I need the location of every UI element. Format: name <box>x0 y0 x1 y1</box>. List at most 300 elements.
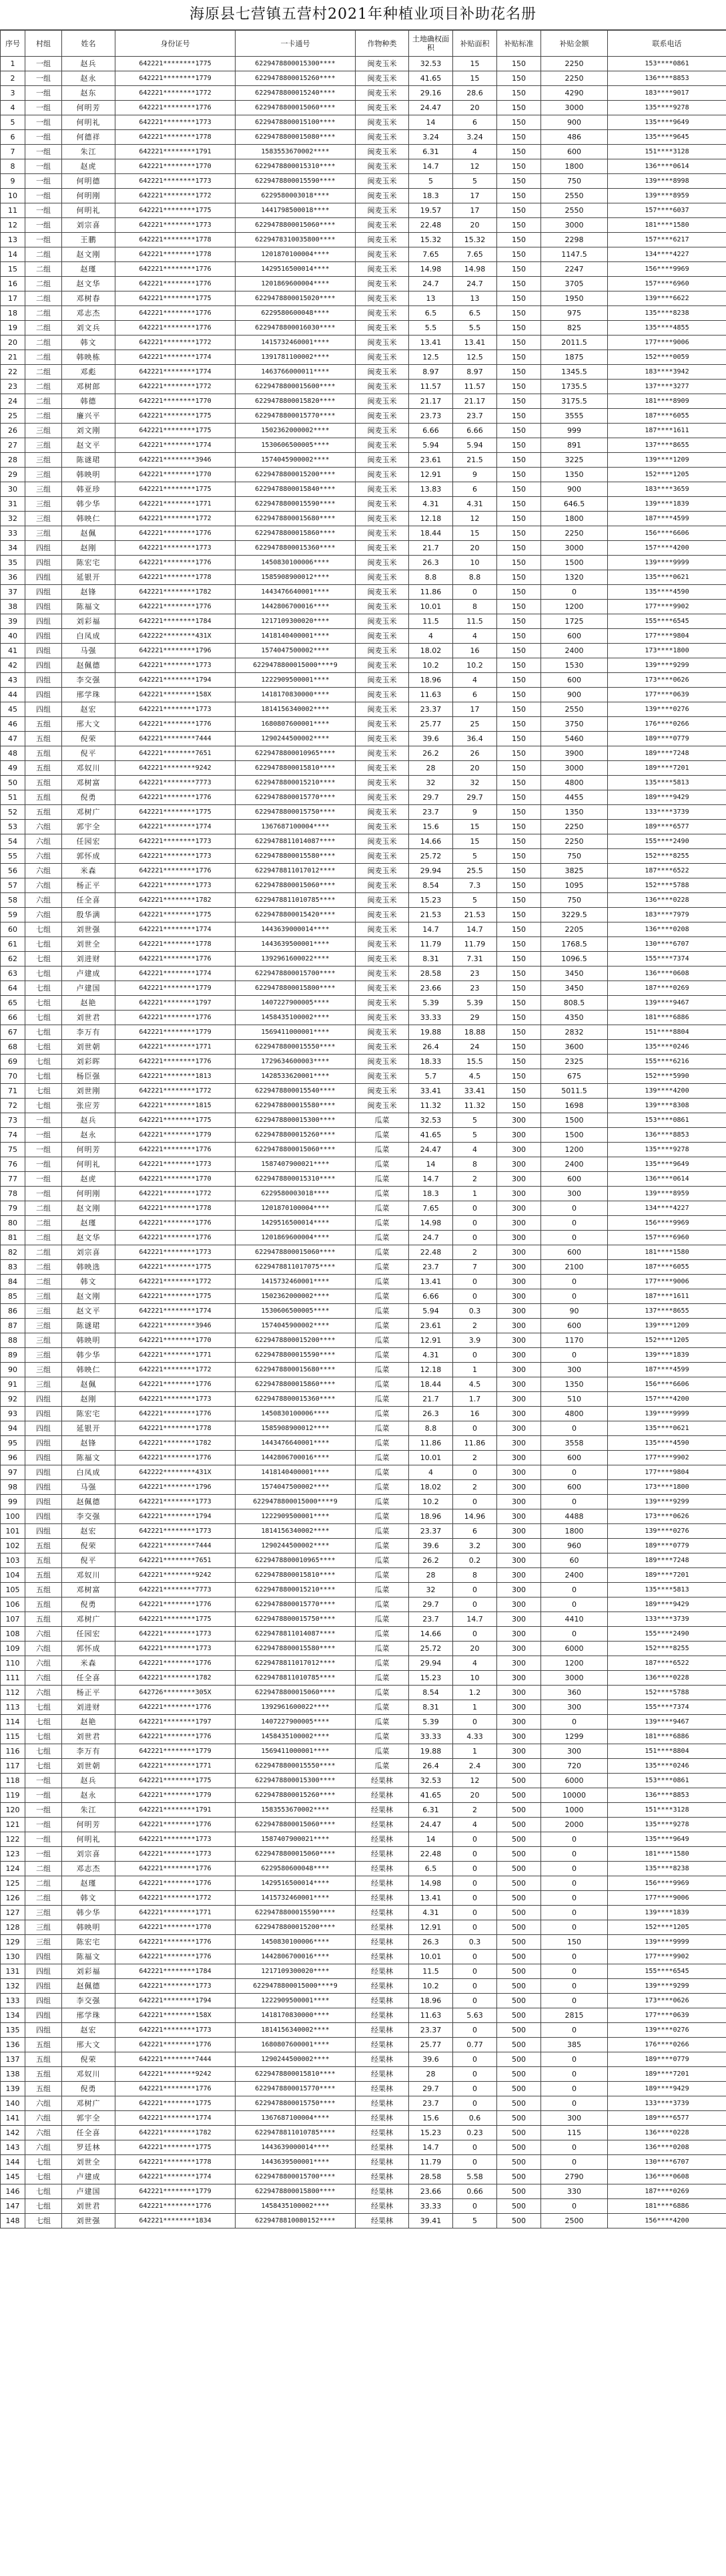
cell-seq: 37 <box>1 585 25 600</box>
cell-card-number: 1569411000001**** <box>236 1744 356 1759</box>
cell-seq: 42 <box>1 658 25 673</box>
cell-subsidy-amount: 3900 <box>541 746 608 761</box>
cell-card-number: 1443639000014**** <box>236 2140 356 2155</box>
cell-subsidy-amount: 1147.5 <box>541 247 608 262</box>
header-subsidy-area: 补贴面积 <box>453 31 497 57</box>
cell-land-area: 26.2 <box>409 1553 453 1568</box>
cell-phone: 136****0608 <box>608 967 726 981</box>
table-row <box>1 1539 726 1553</box>
cell-subsidy-amount: 3225 <box>541 453 608 468</box>
cell-land-area: 25.72 <box>409 1642 453 1656</box>
cell-name: 韩映明 <box>62 1333 115 1348</box>
cell-card-number: 1450830100006**** <box>236 1407 356 1421</box>
table-row <box>1 2067 726 2082</box>
cell-group: 五组 <box>25 1539 62 1553</box>
cell-phone: 135****5813 <box>608 1583 726 1597</box>
cell-subsidy-area: 14.7 <box>453 1612 497 1627</box>
cell-subsidy-amount: 750 <box>541 174 608 189</box>
cell-subsidy-amount: 1735.5 <box>541 380 608 394</box>
cell-card-number: 6229478800015590**** <box>236 174 356 189</box>
cell-card-number: 1443639500001**** <box>236 937 356 952</box>
cell-id-number: 642221********1776 <box>115 1876 236 1891</box>
cell-subsidy-amount: 300 <box>541 1363 608 1377</box>
cell-crop-type: 瓜菜 <box>356 1612 409 1627</box>
cell-land-area: 8.31 <box>409 1700 453 1715</box>
cell-subsidy-standard: 500 <box>497 2067 541 2082</box>
cell-group: 四组 <box>25 2008 62 2023</box>
cell-group: 五组 <box>25 776 62 790</box>
cell-group: 四组 <box>25 702 62 717</box>
cell-name: 任园宏 <box>62 1627 115 1642</box>
cell-id-number: 642221********1778 <box>115 1201 236 1216</box>
cell-subsidy-area: 21.5 <box>453 453 497 468</box>
cell-phone: 157****4200 <box>608 541 726 556</box>
table-row <box>1 1671 726 1686</box>
table-row <box>1 1392 726 1407</box>
cell-group: 四组 <box>25 585 62 600</box>
cell-card-number: 1418140400001**** <box>236 629 356 644</box>
cell-name: 陈福文 <box>62 1451 115 1465</box>
cell-subsidy-standard: 150 <box>497 512 541 526</box>
cell-id-number: 642221********1774 <box>115 922 236 937</box>
cell-crop-type: 闽麦玉米 <box>356 1084 409 1099</box>
cell-group: 四组 <box>25 1392 62 1407</box>
cell-card-number: 6229478800010965**** <box>236 746 356 761</box>
cell-seq: 12 <box>1 218 25 233</box>
cell-id-number: 642221********1775 <box>115 908 236 922</box>
table-row <box>1 130 726 145</box>
cell-name: 韩映栋 <box>62 350 115 365</box>
cell-phone: 139****4200 <box>608 1084 726 1099</box>
cell-phone: 181****6886 <box>608 1730 726 1744</box>
cell-subsidy-standard: 500 <box>497 1994 541 2008</box>
cell-land-area: 14.66 <box>409 1627 453 1642</box>
cell-land-area: 23.61 <box>409 1319 453 1333</box>
cell-subsidy-standard: 150 <box>497 541 541 556</box>
cell-phone: 189****7201 <box>608 1568 726 1583</box>
cell-card-number: 1443639000014**** <box>236 922 356 937</box>
cell-crop-type: 瓜菜 <box>356 1363 409 1377</box>
cell-seq: 31 <box>1 497 25 512</box>
cell-phone: 189****9429 <box>608 2082 726 2096</box>
header-subsidy-amount: 补贴金额 <box>541 31 608 57</box>
cell-seq: 95 <box>1 1436 25 1451</box>
cell-id-number: 642221********1775 <box>115 57 236 71</box>
cell-seq: 56 <box>1 864 25 878</box>
cell-group: 二组 <box>25 1216 62 1231</box>
table-row <box>1 2052 726 2067</box>
cell-subsidy-area: 2 <box>453 1172 497 1187</box>
cell-id-number: 642221********1779 <box>115 1788 236 1803</box>
cell-subsidy-standard: 150 <box>497 57 541 71</box>
cell-subsidy-standard: 500 <box>497 2111 541 2126</box>
cell-subsidy-standard: 300 <box>497 1480 541 1495</box>
cell-subsidy-amount: 1170 <box>541 1333 608 1348</box>
table-row <box>1 1950 726 1964</box>
cell-subsidy-amount: 0 <box>541 1920 608 1935</box>
cell-subsidy-standard: 150 <box>497 952 541 967</box>
cell-seq: 3 <box>1 86 25 101</box>
cell-group: 七组 <box>25 1055 62 1069</box>
cell-crop-type: 经果林 <box>356 1950 409 1964</box>
cell-subsidy-amount: 2100 <box>541 1260 608 1275</box>
cell-subsidy-standard: 150 <box>497 658 541 673</box>
cell-land-area: 41.65 <box>409 1128 453 1143</box>
cell-subsidy-area: 9 <box>453 805 497 820</box>
table-row <box>1 1744 726 1759</box>
cell-id-number: 642221********1773 <box>115 1847 236 1862</box>
cell-id-number: 642221********1773 <box>115 1627 236 1642</box>
cell-subsidy-amount: 600 <box>541 1319 608 1333</box>
cell-phone: 157****6960 <box>608 277 726 291</box>
cell-subsidy-standard: 150 <box>497 409 541 424</box>
cell-subsidy-amount: 0 <box>541 2067 608 2082</box>
cell-id-number: 642221********1794 <box>115 673 236 688</box>
table-row <box>1 1025 726 1040</box>
cell-phone: 139****0276 <box>608 2023 726 2038</box>
table-row <box>1 1451 726 1465</box>
cell-land-area: 21.17 <box>409 394 453 409</box>
cell-group: 六组 <box>25 2140 62 2155</box>
cell-subsidy-standard: 300 <box>497 1275 541 1289</box>
cell-seq: 84 <box>1 1275 25 1289</box>
cell-subsidy-area: 5 <box>453 849 497 864</box>
cell-seq: 4 <box>1 101 25 115</box>
table-row <box>1 218 726 233</box>
cell-subsidy-area: 0 <box>453 1275 497 1289</box>
cell-id-number: 642221********9242 <box>115 2067 236 2082</box>
cell-card-number: 6229478800015260**** <box>236 1128 356 1143</box>
cell-subsidy-standard: 150 <box>497 1040 541 1055</box>
cell-subsidy-amount: 3600 <box>541 1040 608 1055</box>
cell-name: 赵永 <box>62 1128 115 1143</box>
cell-subsidy-standard: 300 <box>497 1642 541 1656</box>
cell-phone: 151****8804 <box>608 1744 726 1759</box>
cell-id-number: 642221********1776 <box>115 1700 236 1715</box>
cell-group: 一组 <box>25 1818 62 1832</box>
table-row <box>1 790 726 805</box>
cell-subsidy-amount: 4488 <box>541 1509 608 1524</box>
cell-land-area: 12.91 <box>409 1333 453 1348</box>
cell-name: 朱江 <box>62 145 115 159</box>
cell-subsidy-amount: 0 <box>541 1950 608 1964</box>
cell-subsidy-standard: 150 <box>497 761 541 776</box>
table-row <box>1 1715 726 1730</box>
cell-card-number: 1217109300020**** <box>236 1964 356 1979</box>
table-row <box>1 761 726 776</box>
cell-phone: 135****5813 <box>608 776 726 790</box>
table-row <box>1 908 726 922</box>
cell-name: 赵兵 <box>62 57 115 71</box>
table-row <box>1 1774 726 1788</box>
cell-name: 何明芳 <box>62 1143 115 1157</box>
cell-subsidy-amount: 2815 <box>541 2008 608 2023</box>
cell-name: 赵永 <box>62 71 115 86</box>
cell-land-area: 26.3 <box>409 1935 453 1950</box>
cell-crop-type: 经果林 <box>356 1832 409 1847</box>
cell-subsidy-area: 7.31 <box>453 952 497 967</box>
cell-subsidy-amount: 3175.5 <box>541 394 608 409</box>
cell-subsidy-standard: 150 <box>497 908 541 922</box>
cell-card-number: 6229478800010965**** <box>236 1553 356 1568</box>
cell-subsidy-area: 2 <box>453 1803 497 1818</box>
cell-name: 李交强 <box>62 1509 115 1524</box>
cell-subsidy-area: 2 <box>453 1319 497 1333</box>
cell-phone: 135****9278 <box>608 1818 726 1832</box>
header-group: 村组 <box>25 31 62 57</box>
cell-subsidy-area: 28.6 <box>453 86 497 101</box>
cell-subsidy-area: 4 <box>453 145 497 159</box>
cell-subsidy-standard: 500 <box>497 2214 541 2228</box>
cell-phone: 139****6622 <box>608 291 726 306</box>
table-row <box>1 614 726 629</box>
cell-seq: 54 <box>1 834 25 849</box>
cell-subsidy-area: 10 <box>453 1671 497 1686</box>
cell-subsidy-area: 3.24 <box>453 130 497 145</box>
cell-subsidy-standard: 300 <box>497 1407 541 1421</box>
cell-group: 二组 <box>25 262 62 277</box>
cell-seq: 139 <box>1 2082 25 2096</box>
cell-group: 一组 <box>25 174 62 189</box>
cell-group: 一组 <box>25 233 62 247</box>
cell-seq: 28 <box>1 453 25 468</box>
cell-subsidy-amount: 675 <box>541 1069 608 1084</box>
cell-subsidy-standard: 300 <box>497 1656 541 1671</box>
cell-seq: 132 <box>1 1979 25 1994</box>
cell-crop-type: 经果林 <box>356 2023 409 2038</box>
cell-phone: 151****3128 <box>608 145 726 159</box>
cell-crop-type: 瓜菜 <box>356 1480 409 1495</box>
cell-name: 赵佩 <box>62 526 115 541</box>
cell-seq: 136 <box>1 2038 25 2052</box>
cell-land-area: 19.88 <box>409 1744 453 1759</box>
cell-name: 延银开 <box>62 570 115 585</box>
cell-name: 邓奴川 <box>62 2067 115 2082</box>
table-row <box>1 424 726 438</box>
cell-name: 陈谜珺 <box>62 1319 115 1333</box>
cell-group: 四组 <box>25 541 62 556</box>
cell-subsidy-amount: 0 <box>541 1583 608 1597</box>
cell-land-area: 24.7 <box>409 277 453 291</box>
cell-id-number: 642221********1773 <box>115 541 236 556</box>
cell-subsidy-standard: 300 <box>497 1436 541 1451</box>
cell-card-number: 6229580600048**** <box>236 1862 356 1876</box>
cell-subsidy-amount: 2250 <box>541 526 608 541</box>
cell-subsidy-area: 8.97 <box>453 365 497 380</box>
cell-group: 三组 <box>25 424 62 438</box>
cell-land-area: 39.41 <box>409 2214 453 2228</box>
cell-group: 一组 <box>25 218 62 233</box>
cell-seq: 57 <box>1 878 25 893</box>
cell-subsidy-area: 15 <box>453 820 497 834</box>
cell-card-number: 1222909500001**** <box>236 1509 356 1524</box>
cell-seq: 10 <box>1 189 25 203</box>
cell-seq: 27 <box>1 438 25 453</box>
cell-subsidy-amount: 0 <box>541 2096 608 2111</box>
cell-subsidy-area: 17 <box>453 189 497 203</box>
cell-group: 一组 <box>25 1803 62 1818</box>
cell-id-number: 642221********1775 <box>115 482 236 497</box>
cell-land-area: 15.23 <box>409 1671 453 1686</box>
cell-id-number: 642221********1778 <box>115 570 236 585</box>
table-row <box>1 1187 726 1201</box>
cell-name: 赵文刚 <box>62 1201 115 1216</box>
cell-phone: 139****9999 <box>608 556 726 570</box>
cell-crop-type: 闽麦玉米 <box>356 497 409 512</box>
cell-subsidy-amount: 360 <box>541 1686 608 1700</box>
cell-id-number: 642221********1773 <box>115 1157 236 1172</box>
cell-phone: 156****9969 <box>608 1876 726 1891</box>
cell-subsidy-standard: 150 <box>497 600 541 614</box>
cell-subsidy-standard: 150 <box>497 218 541 233</box>
cell-card-number: 1729634600003**** <box>236 1055 356 1069</box>
cell-id-number: 642221********1774 <box>115 820 236 834</box>
cell-subsidy-area: 5.94 <box>453 438 497 453</box>
cell-id-number: 642221********1794 <box>115 1994 236 2008</box>
cell-phone: 136****0614 <box>608 159 726 174</box>
cell-subsidy-area: 0.3 <box>453 1304 497 1319</box>
cell-subsidy-area: 24.7 <box>453 277 497 291</box>
cell-subsidy-area: 6 <box>453 1524 497 1539</box>
cell-card-number: 6229478800015310**** <box>236 1172 356 1187</box>
cell-card-number: 6229478800015770**** <box>236 409 356 424</box>
cell-group: 五组 <box>25 2067 62 2082</box>
cell-land-area: 39.6 <box>409 1539 453 1553</box>
cell-subsidy-standard: 150 <box>497 981 541 996</box>
cell-card-number: 1441798500018**** <box>236 203 356 218</box>
cell-land-area: 18.3 <box>409 189 453 203</box>
cell-land-area: 23.7 <box>409 2096 453 2111</box>
cell-crop-type: 经果林 <box>356 1774 409 1788</box>
cell-subsidy-amount: 2250 <box>541 820 608 834</box>
cell-id-number: 642221********7444 <box>115 2052 236 2067</box>
cell-card-number: 6229478811017012**** <box>236 1656 356 1671</box>
cell-subsidy-standard: 300 <box>497 1421 541 1436</box>
cell-subsidy-area: 26 <box>453 746 497 761</box>
cell-crop-type: 闽麦玉米 <box>356 438 409 453</box>
cell-group: 三组 <box>25 1319 62 1333</box>
cell-phone: 152****5788 <box>608 1686 726 1700</box>
cell-subsidy-standard: 300 <box>497 1143 541 1157</box>
cell-phone: 135****9649 <box>608 1157 726 1172</box>
cell-name: 韩少华 <box>62 1348 115 1363</box>
cell-subsidy-standard: 300 <box>497 1260 541 1275</box>
cell-subsidy-standard: 500 <box>497 2155 541 2170</box>
cell-subsidy-standard: 300 <box>497 1759 541 1774</box>
cell-card-number: 1415732460001**** <box>236 336 356 350</box>
cell-crop-type: 瓜菜 <box>356 1348 409 1363</box>
cell-crop-type: 闽麦玉米 <box>356 115 409 130</box>
cell-group: 三组 <box>25 497 62 512</box>
cell-crop-type: 经果林 <box>356 1920 409 1935</box>
cell-subsidy-amount: 1096.5 <box>541 952 608 967</box>
cell-subsidy-area: 5 <box>453 2214 497 2228</box>
cell-subsidy-amount: 1768.5 <box>541 937 608 952</box>
cell-group: 四组 <box>25 629 62 644</box>
cell-name: 邓彪 <box>62 365 115 380</box>
cell-subsidy-amount: 900 <box>541 115 608 130</box>
cell-name: 赵虎 <box>62 159 115 174</box>
cell-subsidy-standard: 150 <box>497 893 541 908</box>
cell-subsidy-amount: 3555 <box>541 409 608 424</box>
cell-seq: 5 <box>1 115 25 130</box>
cell-seq: 94 <box>1 1421 25 1436</box>
cell-subsidy-area: 13 <box>453 291 497 306</box>
cell-name: 张应芳 <box>62 1099 115 1113</box>
table-row <box>1 746 726 761</box>
cell-id-number: 642221********1773 <box>115 702 236 717</box>
cell-subsidy-area: 0 <box>453 1465 497 1480</box>
cell-name: 刘彩福 <box>62 614 115 629</box>
cell-subsidy-amount: 0 <box>541 1348 608 1363</box>
cell-group: 五组 <box>25 1553 62 1568</box>
cell-name: 何明礼 <box>62 1157 115 1172</box>
table-row <box>1 203 726 218</box>
cell-subsidy-area: 8 <box>453 1157 497 1172</box>
cell-id-number: 642221********1773 <box>115 218 236 233</box>
cell-phone: 183****7979 <box>608 908 726 922</box>
cell-card-number: 6229478800015200**** <box>236 1920 356 1935</box>
cell-phone: 135****9278 <box>608 101 726 115</box>
cell-phone: 177****9006 <box>608 1891 726 1906</box>
cell-subsidy-standard: 150 <box>497 86 541 101</box>
cell-card-number: 6229478800015100**** <box>236 115 356 130</box>
cell-subsidy-standard: 150 <box>497 996 541 1011</box>
cell-phone: 177****9804 <box>608 1465 726 1480</box>
cell-id-number: 642221********1776 <box>115 952 236 967</box>
table-row <box>1 482 726 497</box>
cell-name: 邓树富 <box>62 776 115 790</box>
cell-seq: 93 <box>1 1407 25 1421</box>
cell-group: 一组 <box>25 86 62 101</box>
cell-seq: 65 <box>1 996 25 1011</box>
cell-id-number: 642221********158X <box>115 688 236 702</box>
cell-name: 赵兵 <box>62 1774 115 1788</box>
cell-phone: 152****1205 <box>608 1920 726 1935</box>
cell-subsidy-area: 11.57 <box>453 380 497 394</box>
cell-card-number: 1814156340002**** <box>236 1524 356 1539</box>
cell-subsidy-area: 0 <box>453 1994 497 2008</box>
cell-phone: 136****0228 <box>608 893 726 908</box>
table-row <box>1 394 726 409</box>
cell-crop-type: 瓜菜 <box>356 1172 409 1187</box>
cell-group: 六组 <box>25 893 62 908</box>
cell-crop-type: 闽麦玉米 <box>356 86 409 101</box>
cell-crop-type: 经果林 <box>356 2052 409 2067</box>
cell-subsidy-area: 9 <box>453 468 497 482</box>
cell-subsidy-area: 0 <box>453 2082 497 2096</box>
cell-crop-type: 闽麦玉米 <box>356 145 409 159</box>
cell-phone: 135****9649 <box>608 1832 726 1847</box>
table-row <box>1 702 726 717</box>
cell-subsidy-area: 2 <box>453 1245 497 1260</box>
cell-subsidy-standard: 300 <box>497 1201 541 1216</box>
cell-seq: 16 <box>1 277 25 291</box>
cell-crop-type: 瓜菜 <box>356 1597 409 1612</box>
cell-subsidy-area: 11.32 <box>453 1099 497 1113</box>
cell-name: 何明芳 <box>62 1818 115 1832</box>
table-row <box>1 1553 726 1568</box>
cell-phone: 157****6960 <box>608 1231 726 1245</box>
cell-id-number: 642221********1773 <box>115 1524 236 1539</box>
cell-crop-type: 瓜菜 <box>356 1744 409 1759</box>
cell-seq: 25 <box>1 409 25 424</box>
cell-card-number: 6229478800015580**** <box>236 1642 356 1656</box>
cell-crop-type: 瓜菜 <box>356 1143 409 1157</box>
cell-subsidy-amount: 4800 <box>541 776 608 790</box>
cell-card-number: 6229478800015060**** <box>236 218 356 233</box>
cell-group: 四组 <box>25 1495 62 1509</box>
